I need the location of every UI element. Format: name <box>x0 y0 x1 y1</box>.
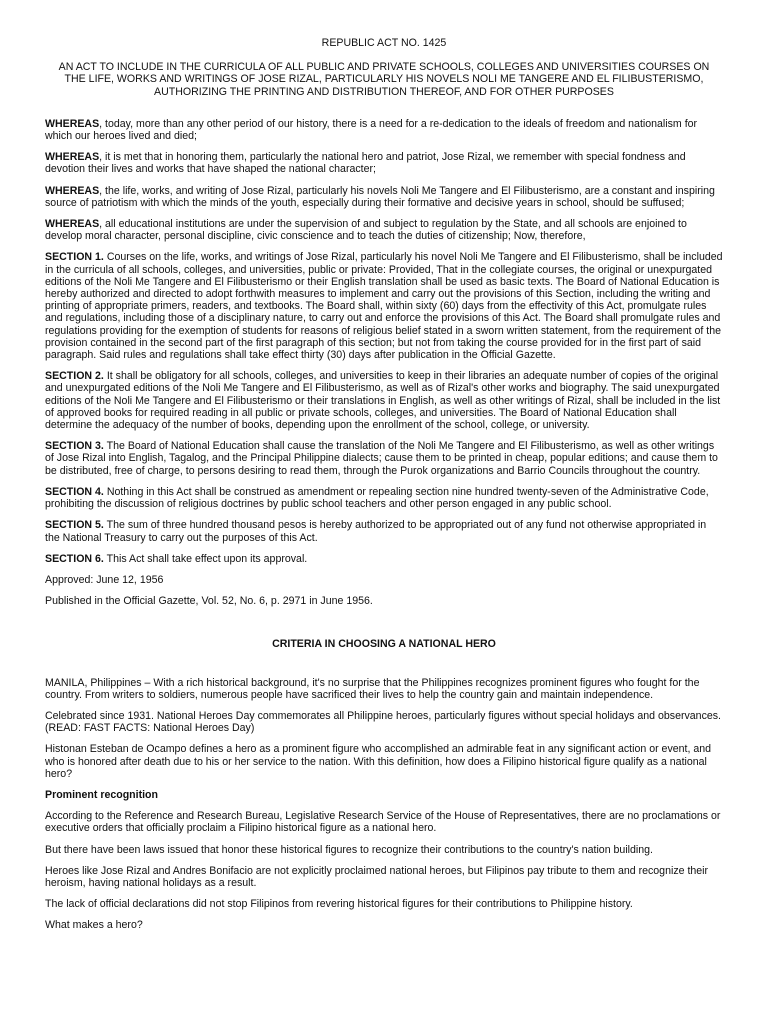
section-3: SECTION 3. The Board of National Education shall cause the translation of the Noli Me Tangere and El Filibusterismo, as well as other writings of Jose Rizal into English, Tagalog, and the Principal Philippine dialects; cause them to be printed in cheap, popular editions; and cause them to be distributed, free of charge, to persons desiring to read them, through the Purok organizations and Barrio Councils throughout the country. <box>45 440 718 477</box>
section-label: SECTION 4. <box>45 485 104 498</box>
article-paragraph: The lack of official declarations did not stop Filipinos from revering historical figures for their contributions to Philippine history. <box>45 898 633 911</box>
whereas-label: WHEREAS <box>45 151 100 164</box>
whereas-label: WHEREAS <box>45 184 100 197</box>
section-label: SECTION 2. <box>45 370 104 383</box>
act-title: AN ACT TO INCLUDE IN THE CURRICULA OF ALL PUBLIC AND PRIVATE SCHOOLS, COLLEGES AND UNIVERSITIES COURSES ON THE LIFE, WORKS AND WRITINGS OF JOSE RIZAL, PARTICULARLY HIS NOVELS NOLI ME TANGERE AND EL FILIBUSTERISMO, AUTHORIZING THE PRINTING AND DISTRIBUTION THEREOF, AND FOR OTHER PURPOSES <box>58 61 710 98</box>
approved-date: Approved: June 12, 1956 <box>45 573 164 586</box>
section-5: SECTION 5. The sum of three hundred thousand pesos is hereby authorized to be appropriated out of any fund not otherwise appropriated in the National Treasury to carry out the purposes of this Act. <box>45 519 707 544</box>
section-1: SECTION 1. Courses on the life, works, and writings of Jose Rizal, particularly his novel Noli Me Tangere and El Filibusterismo, shall be included in the curricula of all schools, colleges, and universities, public or private: Provided, That in the collegiate courses, the original or unexpurgated editions of the Noli Me Tangere and El Filibusterismo or their English translation shall be used as basic texts. The Board of National Education is hereby authorized and directed to adopt forthwith measures to implement and carry out the provisions of this Section, including the writing and printing of appropriate primers, readers, and textbooks. The Board shall, within sixty (60) days from the effectivity of this Act, promulgate rules and regulations, including those of a disciplinary nature, to carry out and enforce the provisions of this Act. The Board shall promulgate rules and regulations providing for the exemption of students for reasons of religious belief stated in a sworn written statement, from the requirement of the provision contained in the second part of the first paragraph of this section; but not from taking the course provided for in the first part of said paragraph. Said rules and regulations shall take effect thirty (30) days after publication in the Official Gazette. <box>45 251 723 362</box>
section-label: SECTION 5. <box>45 519 104 532</box>
section-4: SECTION 4. Nothing in this Act shall be construed as amendment or repealing section nine hundred twenty-seven of the Administrative Code, prohibiting the discussion of religious doctrines by public school teachers and other person engaged in any public school. <box>45 485 709 511</box>
article-paragraph: But there have been laws issued that honor these historical figures to recognize their contributions to the country's nation building. <box>45 843 653 856</box>
section-label: SECTION 3. <box>45 440 104 453</box>
whereas-label: WHEREAS <box>45 218 100 231</box>
whereas-clause: WHEREAS, it is met that in honoring them, particularly the national hero and patriot, Jose Rizal, we remember with special fondness and devotion their lives and works that have shaped the national character; <box>45 151 686 176</box>
article-paragraph: Histonan Esteban de Ocampo defines a hero as a prominent figure who accomplished an admirable feat in any significant action or event, and who is honored after death due to his or her service to the nation. With this definition, how does a Filipino historical figure qualify as a national hero? <box>45 743 712 780</box>
article-paragraph: MANILA, Philippines – With a rich historical background, it's no surprise that the Philippines recognizes prominent figures who fought for the country. From writers to soldiers, numerous people have sacrificed their lives to help the country gain and maintain independence. <box>45 676 700 701</box>
whereas-clause: WHEREAS, the life, works, and writing of Jose Rizal, particularly his novels Noli Me Tangere and El Filibusterismo, are a constant and inspiring source of patriotism with which the minds of the youth, especially during their formative and decisive years in school, should be suffused; <box>45 184 715 209</box>
article-paragraph: According to the Reference and Research Bureau, Legislative Research Service of the House of Representatives, there are no proclamations or executive orders that officially proclaim a Filipino historical figure as a national hero. <box>45 810 721 835</box>
publication-note: Published in the Official Gazette, Vol. 52, No. 6, p. 2971 in June 1956. <box>45 595 373 608</box>
section-label: SECTION 1. <box>45 251 104 264</box>
article-subheading: Prominent recognition <box>45 788 159 801</box>
whereas-label: WHEREAS <box>45 117 100 130</box>
section-6: SECTION 6. This Act shall take effect upon its approval. <box>45 552 308 565</box>
section-2: SECTION 2. It shall be obligatory for all schools, colleges, and universities to keep in their libraries an adequate number of copies of the original and unexpurgated editions of the Noli Me Tangere and El Filibusterismo, as well as of Rizal's other works and biography. The said unexpurgated editions of the Noli Me Tangere and El Filibusterismo or their translations in English, as well as other writings of Rizal, shall be included in the list of approved books for required reading in all public or private schools, colleges, and universities. The Board of National Education shall determine the adequacy of the number of books, depending upon the enrollment of the school, college, or university. <box>45 370 721 432</box>
article-paragraph: Heroes like Jose Rizal and Andres Bonifacio are not explicitly proclaimed national heroes, but Filipinos pay tribute to them and recognize their heroism, having national holidays as a result. <box>45 864 709 889</box>
article-paragraph: Celebrated since 1931. National Heroes Day commemorates all Philippine heroes, particularly figures without special holidays and observances. (READ: FAST FACTS: National Heroes Day) <box>45 709 721 735</box>
article-paragraph: What makes a hero? <box>45 919 143 932</box>
section-label: SECTION 6. <box>45 552 104 565</box>
whereas-clause: WHEREAS, today, more than any other period of our history, there is a need for a re-dedication to the ideals of freedom and nationalism for which our heroes lived and died; <box>45 117 698 143</box>
document-title: REPUBLIC ACT NO. 1425 <box>321 37 447 49</box>
criteria-heading: CRITERIA IN CHOOSING A NATIONAL HERO <box>272 638 496 651</box>
whereas-clause: WHEREAS, all educational institutions are under the supervision of and subject to regulation by the State, and all schools are enjoined to develop moral character, personal discipline, civic conscience and to teach the duties of citizenship; Now, therefore, <box>45 218 687 243</box>
